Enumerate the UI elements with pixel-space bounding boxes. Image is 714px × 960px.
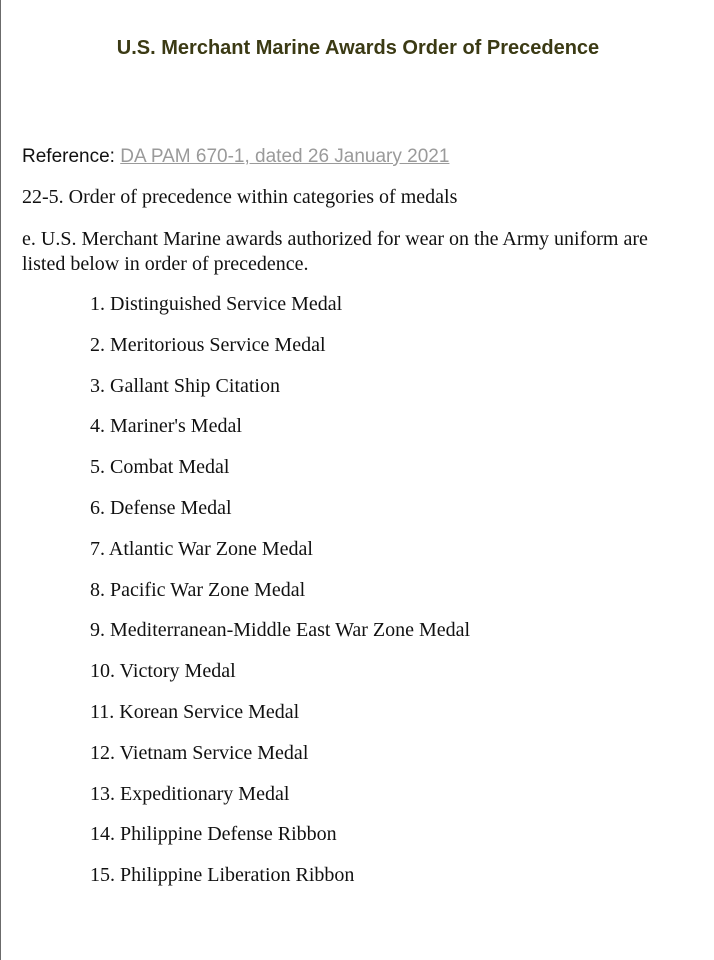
list-item: 8. Pacific War Zone Medal xyxy=(90,578,306,601)
intro-paragraph: e. U.S. Merchant Marine awards authorized for wear on the Army uniform are listed below in order of precedence. xyxy=(22,228,648,275)
list-item: 5. Combat Medal xyxy=(90,456,230,479)
reference-label: Reference: xyxy=(22,146,115,167)
list-item: 11. Korean Service Medal xyxy=(90,700,300,723)
list-item: 9. Mediterranean-Middle East War Zone Medal xyxy=(90,619,471,642)
medal-list xyxy=(90,292,470,904)
list-item: 3. Gallant Ship Citation xyxy=(90,374,280,397)
list-item: 2. Meritorious Service Medal xyxy=(90,333,326,356)
reference-link[interactable]: DA PAM 670-1, dated 26 January 2021 xyxy=(120,146,450,167)
page-title: U.S. Merchant Marine Awards Order of Precedence xyxy=(116,37,600,59)
list-item: 10. Victory Medal xyxy=(90,660,236,683)
list-item: 13. Expeditionary Medal xyxy=(90,782,290,805)
list-item: 7. Atlantic War Zone Medal xyxy=(90,537,313,560)
list-item: 14. Philippine Defense Ribbon xyxy=(90,823,337,846)
reference-line xyxy=(22,145,449,169)
list-item: 1. Distinguished Service Medal xyxy=(90,293,343,315)
list-item: 12. Vietnam Service Medal xyxy=(90,741,309,764)
list-item: 6. Defense Medal xyxy=(90,496,232,519)
list-item: 15. Philippine Liberation Ribbon xyxy=(90,864,355,887)
list-item: 4. Mariner's Medal xyxy=(90,415,242,438)
section-heading: 22-5. Order of precedence within categories of medals xyxy=(22,186,458,208)
